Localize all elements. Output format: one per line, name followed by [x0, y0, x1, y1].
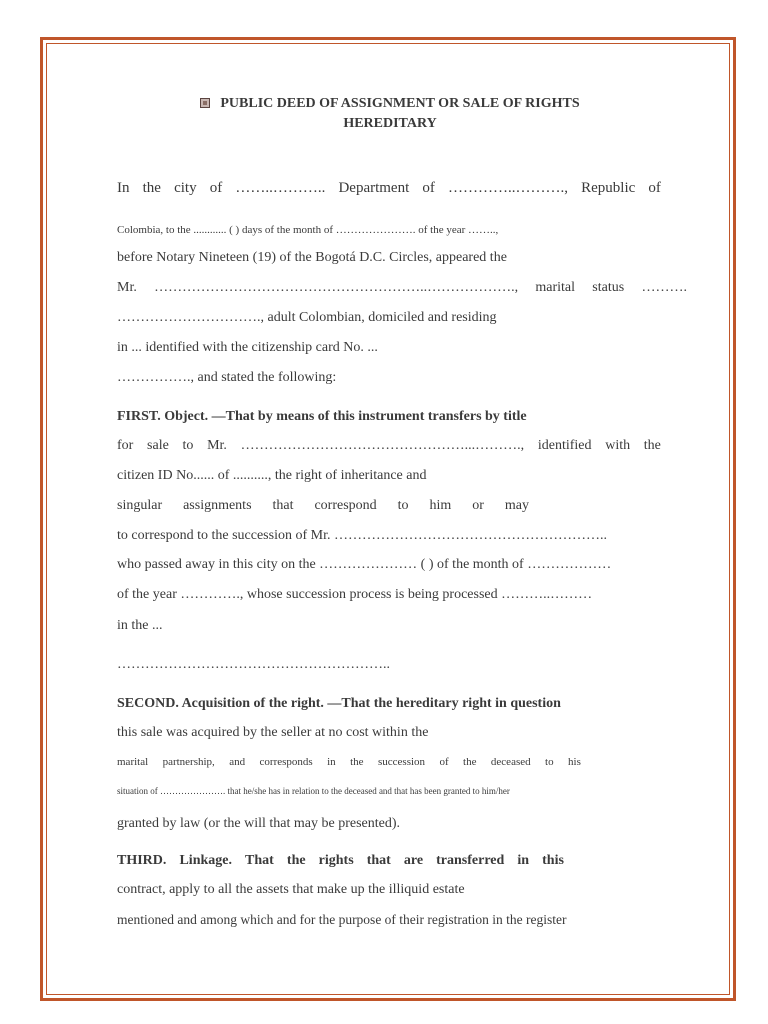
word: succession	[377, 756, 426, 768]
word: the	[350, 756, 364, 768]
word: the	[463, 756, 477, 768]
paragraph-line-15: in the ...	[117, 618, 163, 633]
word: THIRD.	[117, 853, 167, 868]
word: for	[117, 438, 134, 453]
word: That	[245, 853, 274, 868]
word: partnership,	[162, 756, 215, 768]
word: that	[272, 498, 294, 513]
paragraph-line-19	[117, 753, 581, 771]
word: ……..………..	[235, 180, 326, 196]
word: …………..……….,	[448, 180, 569, 196]
word: Mr.	[117, 280, 137, 295]
section-third-heading	[117, 852, 564, 870]
paragraph-line-5: …………………………., adult Colombian, domiciled and residing	[117, 310, 497, 325]
word: to	[182, 438, 194, 453]
title-line-1: PUBLIC DEED OF ASSIGNMENT OR SALE OF RIGHTS	[220, 96, 580, 111]
word: of	[209, 180, 223, 196]
word: to	[545, 756, 554, 768]
word: rights	[318, 853, 354, 868]
title-line-2: HEREDITARY	[343, 116, 437, 131]
word: in	[517, 853, 530, 868]
word: marital	[117, 756, 149, 768]
word: correspond	[314, 498, 377, 513]
word: identified	[537, 438, 592, 453]
paragraph-line-9	[117, 437, 661, 455]
word: his	[568, 756, 581, 768]
word: the	[142, 180, 161, 196]
paragraph-line-10: citizen ID No...... of .........., the right of inheritance and	[117, 468, 427, 483]
paragraph-line-4	[117, 279, 687, 297]
word: assignments	[183, 498, 252, 513]
word: of	[422, 180, 435, 196]
section-first-heading: FIRST. Object. —That by means of this instrument transfers by title	[117, 409, 527, 424]
paragraph-line-21: granted by law (or the will that may be presented).	[117, 816, 401, 831]
word: ……….	[641, 280, 687, 295]
word: or	[472, 498, 484, 513]
word: Mr.	[207, 438, 227, 453]
word: this	[542, 853, 564, 868]
word: of	[648, 180, 661, 196]
section-second-heading: SECOND. Acquisition of the right. —That the hereditary right in question	[117, 696, 561, 711]
paragraph-line-7: ……………., and stated the following:	[117, 370, 337, 385]
paragraph-line-20: situation of …………………. that he/she has in relation to the deceased and that has been granted to him/her	[117, 786, 510, 796]
paragraph-line-23: contract, apply to all the assets that make up the illiquid estate	[117, 882, 465, 897]
word: him	[429, 498, 452, 513]
word: Linkage.	[179, 853, 232, 868]
paragraph-line-16: …………………………………………………..	[117, 657, 390, 672]
word: deceased	[490, 756, 531, 768]
word: city	[174, 180, 197, 196]
word: …………………………………………………..……………….,	[154, 280, 519, 295]
word: …………………………………………...……….,	[240, 438, 525, 453]
word: and	[229, 756, 246, 768]
document-icon	[200, 98, 210, 108]
word: that	[366, 853, 391, 868]
word: in	[327, 756, 336, 768]
paragraph-line-13: who passed away in this city on the ………………… ( ) of the month of ………………	[117, 557, 612, 572]
word: the	[643, 438, 661, 453]
word: corresponds	[259, 756, 313, 768]
word: the	[286, 853, 306, 868]
word: marital	[535, 280, 576, 295]
paragraph-line-3: before Notary Nineteen (19) of the Bogotá D.C. Circles, appeared the	[117, 250, 507, 265]
word: transferred	[436, 853, 505, 868]
word: In	[117, 180, 130, 196]
paragraph-line-1	[117, 179, 661, 197]
word: with	[605, 438, 631, 453]
word: of	[439, 756, 449, 768]
word: are	[403, 853, 424, 868]
document-title	[150, 94, 630, 134]
paragraph-line-6: in ... identified with the citizenship card No. ...	[117, 340, 378, 355]
word: Department	[338, 180, 410, 196]
word: sale	[147, 438, 169, 453]
paragraph-line-2: Colombia, to the ............ ( ) days of the month of …………………. of the year ……..,	[117, 224, 499, 236]
word: status	[592, 280, 625, 295]
word: Republic	[581, 180, 636, 196]
paragraph-line-14: of the year …………., whose succession process is being processed ………..………	[117, 587, 593, 602]
paragraph-line-11	[117, 497, 529, 515]
paragraph-line-24: mentioned and among which and for the purpose of their registration in the register	[117, 912, 567, 927]
word: may	[504, 498, 529, 513]
word: to	[397, 498, 409, 513]
paragraph-line-12: to correspond to the succession of Mr. …………………………………………………..	[117, 528, 607, 543]
paragraph-line-18: this sale was acquired by the seller at no cost within the	[117, 725, 429, 740]
word: singular	[117, 498, 163, 513]
